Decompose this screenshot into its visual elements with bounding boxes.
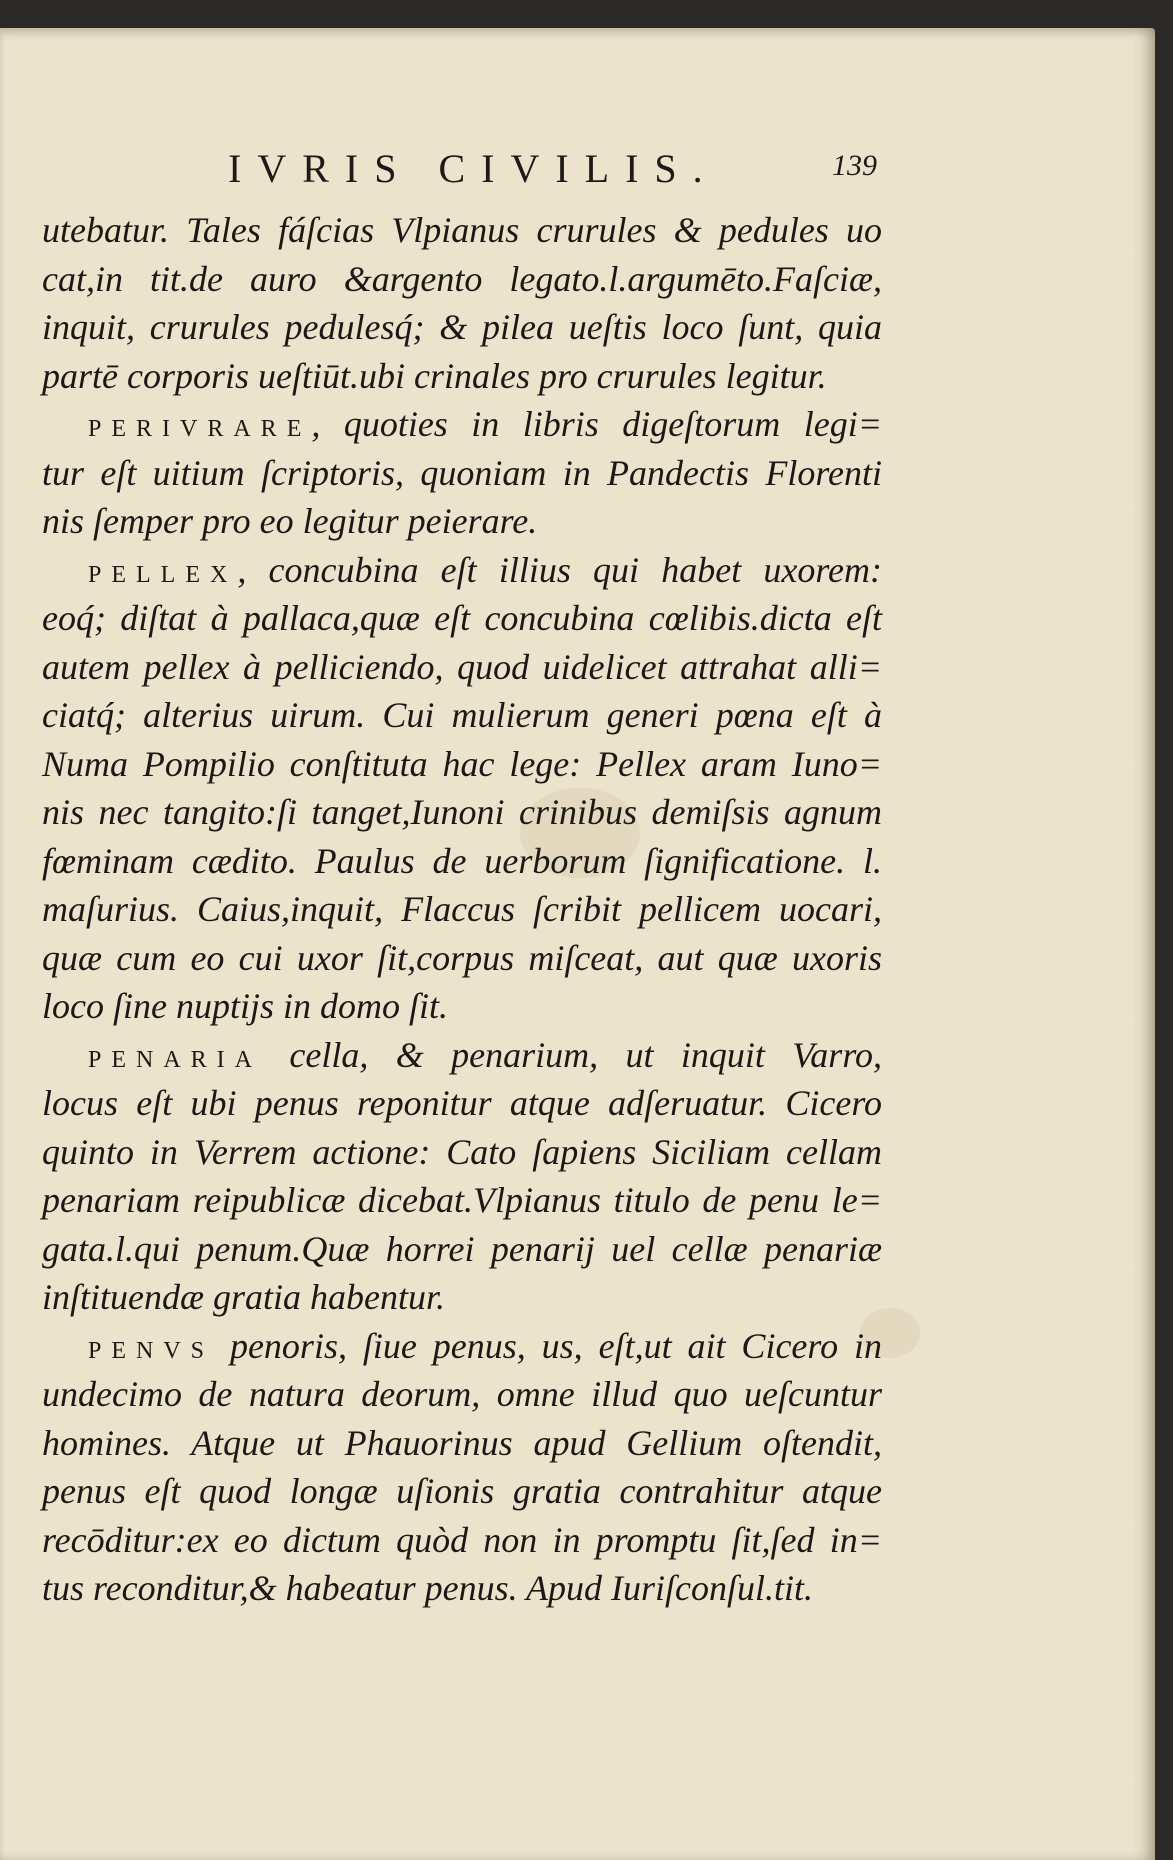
text-line [42, 691, 882, 740]
line-text: quæ cum eo cui uxor ſit,corpus miſceat, aut quæ uxoris [42, 937, 882, 978]
line-text: penoris, ſiue penus, us, eſt,ut ait Cicero in [214, 1325, 882, 1366]
line-text: undecimo de natura deorum, omne illud quo ueſcuntur [42, 1374, 882, 1414]
text-line [42, 740, 882, 789]
text-line [42, 1031, 882, 1080]
text-line [42, 255, 882, 304]
text-line [42, 1176, 882, 1225]
text-line [42, 1467, 882, 1516]
line-text: fœminam cædito. Paulus de uerborum ſignificatione. l. [42, 840, 882, 881]
entry-headword: PENVS [88, 1337, 215, 1364]
line-text: ciatq́; alterius uirum. Cui mulierum generi pœna eſt à [42, 695, 882, 735]
line-text: cat,in tit.de auro &argento legato.l.argumēto.Faſciæ, [42, 258, 882, 299]
line-text: penariam reipublicæ dicebat.Vlpianus titulo de penu le= [42, 1180, 882, 1220]
running-head [0, 123, 1155, 191]
line-text: cella, & penarium, ut inquit Varro, [262, 1034, 882, 1075]
line-text: inquit, crurules pedulesq́; & pilea ueſtis loco ſunt, quia [42, 307, 882, 347]
line-text: homines. Atque ut Phauorinus apud Gellium oſtendit, [42, 1422, 882, 1463]
text-line [42, 206, 882, 255]
text-line [42, 982, 882, 1031]
text-line [42, 497, 882, 546]
running-title: IVRIS CIVILIS. [228, 146, 719, 191]
text-line [42, 1370, 882, 1419]
text-block [42, 206, 882, 1613]
text-line [42, 594, 882, 643]
text-line [42, 303, 882, 352]
line-text: nis nec tangito:ſi tanget,Iunoni crinibus demiſsis agnum [42, 792, 882, 832]
text-line [42, 643, 882, 692]
text-line [42, 546, 882, 595]
line-text: , quoties in libris digeſtorum legi= [311, 404, 882, 444]
text-line [42, 352, 882, 401]
text-line [42, 400, 882, 449]
line-text: recōditur:ex eo dictum quòd non in promptu ſit,ſed in= [42, 1519, 882, 1560]
text-line [42, 1079, 882, 1128]
entry-headword: PELLEX [88, 561, 238, 588]
text-line [42, 1128, 882, 1177]
line-text: penus eſt quod longæ uſionis gratia contrahitur atque [42, 1471, 882, 1511]
line-text: Numa Pompilio conſtituta hac lege: Pellex aram Iuno= [42, 743, 882, 784]
text-line [42, 449, 882, 498]
line-text: tus reconditur,& habeatur penus. Apud Iuriſconſul.tit. [42, 1568, 813, 1608]
line-text: locus eſt ubi penus reponitur atque adſeruatur. Cicero [42, 1083, 882, 1123]
text-line [42, 837, 882, 886]
line-text: partē corporis ueſtiūt.ubi crinales pro crurules legitur. [42, 355, 827, 396]
line-text: maſurius. Caius,inquit, Flaccus ſcribit pellicem uocari, [42, 889, 882, 929]
text-line [42, 1322, 882, 1371]
line-text: utebatur. Tales fáſcias Vlpianus crurules & pedules uo [42, 210, 882, 250]
line-text: nis ſemper pro eo legitur peierare. [42, 501, 538, 541]
line-text: inſtituendæ gratia habentur. [42, 1277, 446, 1317]
line-text: eoq́; diſtat à pallaca,quæ eſt concubina cœlibis.dicta eſt [42, 598, 882, 638]
text-line [42, 1419, 882, 1468]
text-line [42, 1564, 882, 1613]
entry-headword: PERIVRARE [88, 416, 312, 442]
text-line [42, 788, 882, 837]
line-text: autem pellex à pelliciendo, quod uidelicet attrahat alli= [42, 646, 882, 687]
text-line [42, 1516, 882, 1565]
book-page [0, 28, 1155, 1860]
line-text: gata.l.qui penum.Quæ horrei penarij uel cellæ penariæ [42, 1228, 882, 1269]
line-text: , concubina eſt illius qui habet uxorem: [237, 549, 882, 590]
text-line [42, 1273, 882, 1322]
entry-headword: PENARIA [88, 1046, 263, 1073]
text-line [42, 1225, 882, 1274]
line-text: quinto in Verrem actione: Cato ſapiens Siciliam cellam [42, 1131, 882, 1172]
line-text: tur eſt uitium ſcriptoris, quoniam in Pandectis Florenti [42, 452, 882, 493]
text-line [42, 934, 882, 983]
page-number: 139 [832, 149, 877, 182]
line-text: loco ſine nuptijs in domo ſit. [42, 986, 448, 1026]
text-line [42, 885, 882, 934]
